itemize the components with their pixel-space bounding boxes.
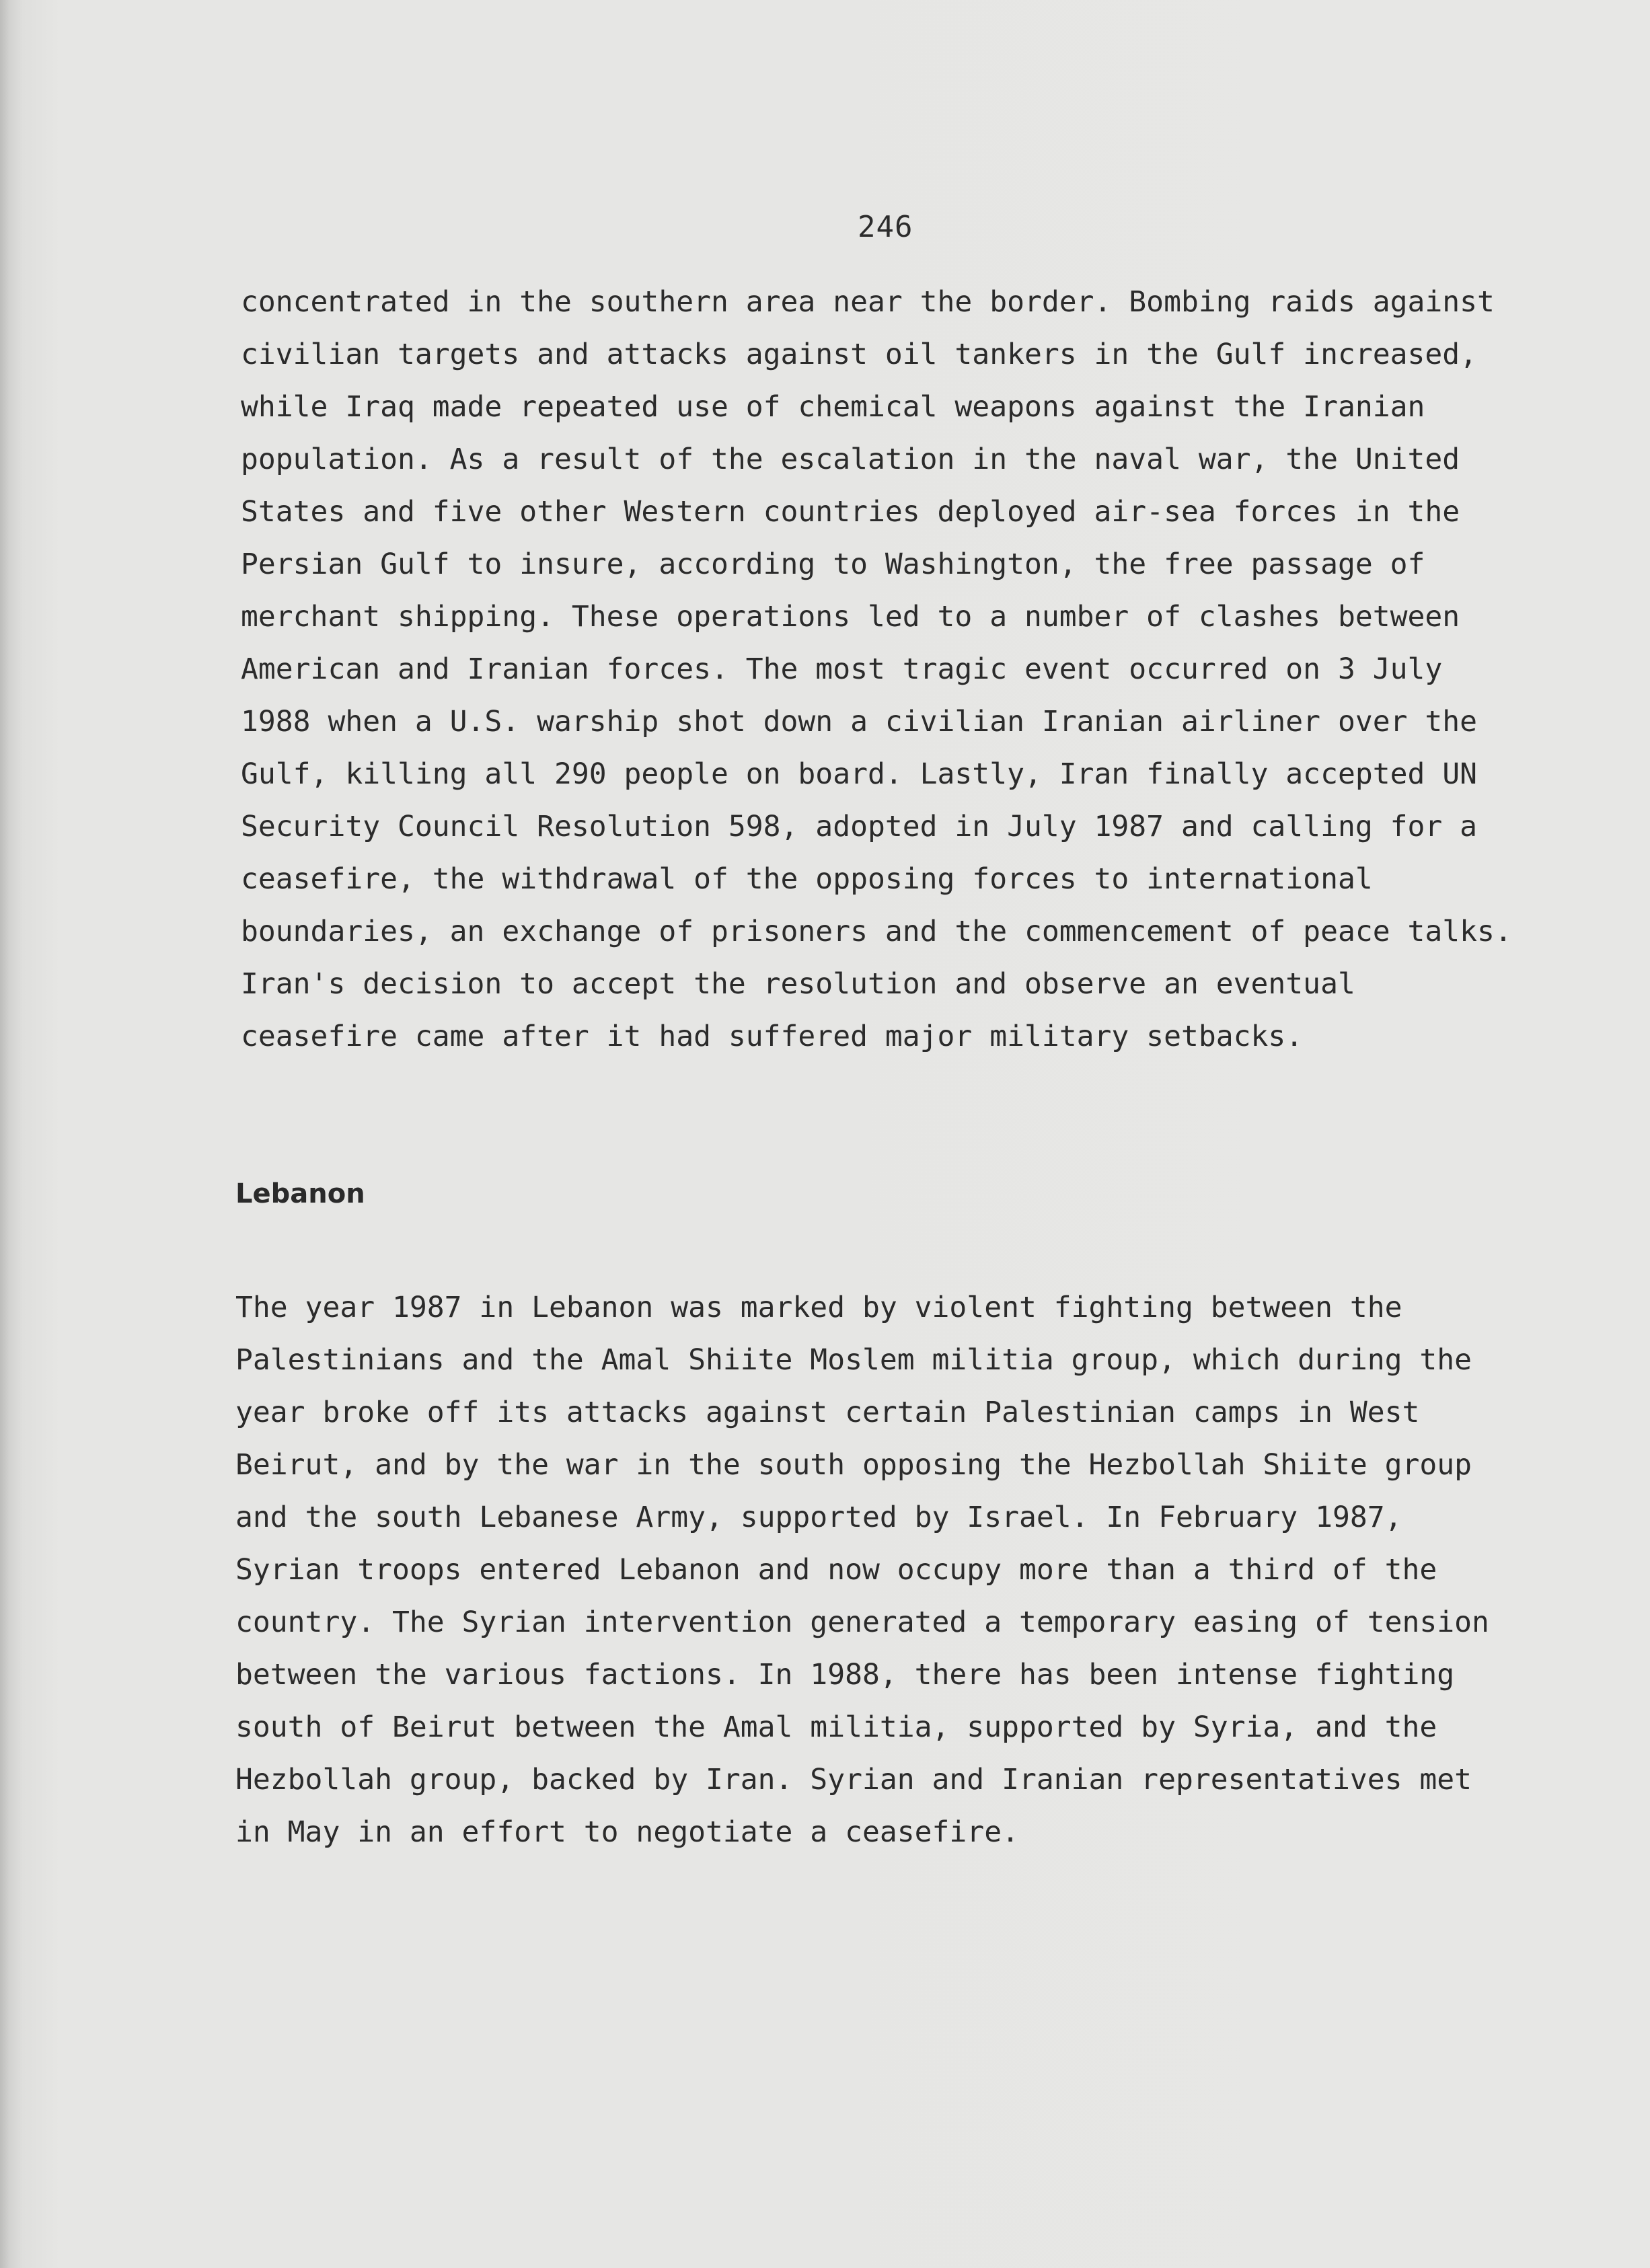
- text-line: in May in an effort to negotiate a ceasefire.: [235, 1815, 1019, 1849]
- text-line: Gulf, killing all 290 people on board. Lastly, Iran finally accepted UN: [241, 757, 1478, 791]
- text-line: The year 1987 in Lebanon was marked by violent fighting between the: [235, 1291, 1402, 1324]
- text-line: Beirut, and by the war in the south opposing the Hezbollah Shiite group: [235, 1448, 1472, 1482]
- text-line: and the south Lebanese Army, supported by Israel. In February 1987,: [235, 1501, 1402, 1534]
- text-line: country. The Syrian intervention generated a temporary easing of tension: [235, 1605, 1489, 1639]
- text-line: Syrian troops entered Lebanon and now occupy more than a third of the: [235, 1553, 1437, 1587]
- text-line: ceasefire, the withdrawal of the opposing forces to international: [241, 862, 1373, 896]
- text-line: year broke off its attacks against certain Palestinian camps in West: [235, 1396, 1420, 1429]
- text-line: south of Beirut between the Amal militia, supported by Syria, and the: [235, 1710, 1437, 1744]
- text-line: 1988 when a U.S. warship shot down a civilian Iranian airliner over the: [241, 705, 1478, 739]
- page-number: 246: [858, 210, 913, 244]
- text-line: population. As a result of the escalation in the naval war, the United: [241, 443, 1460, 476]
- text-line: civilian targets and attacks against oil tankers in the Gulf increased,: [241, 338, 1478, 371]
- text-line: while Iraq made repeated use of chemical weapons against the Iranian: [241, 390, 1425, 424]
- text-line: merchant shipping. These operations led to a number of clashes between: [241, 600, 1460, 634]
- text-line: between the various factions. In 1988, there has been intense fighting: [235, 1658, 1455, 1692]
- paragraph-lebanon: [235, 1281, 1489, 1858]
- section-heading: Lebanon: [235, 1178, 365, 1209]
- text-line: Hezbollah group, backed by Iran. Syrian and Iranian representatives met: [235, 1763, 1472, 1797]
- text-line: ceasefire came after it had suffered major military setbacks.: [241, 1020, 1304, 1053]
- text-line: States and five other Western countries deployed air-sea forces in the: [241, 495, 1460, 529]
- text-line: Palestinians and the Amal Shiite Moslem militia group, which during the: [235, 1343, 1472, 1377]
- paragraph-iran-iraq: [241, 276, 1512, 1063]
- text-line: concentrated in the southern area near the border. Bombing raids against: [241, 285, 1495, 319]
- text-line: boundaries, an exchange of prisoners and the commencement of peace talks.: [241, 915, 1512, 948]
- text-line: Security Council Resolution 598, adopted in July 1987 and calling for a: [241, 810, 1478, 843]
- text-line: American and Iranian forces. The most tragic event occurred on 3 July: [241, 652, 1443, 686]
- text-line: Persian Gulf to insure, according to Washington, the free passage of: [241, 547, 1425, 581]
- text-line: Iran's decision to accept the resolution and observe an eventual: [241, 967, 1355, 1001]
